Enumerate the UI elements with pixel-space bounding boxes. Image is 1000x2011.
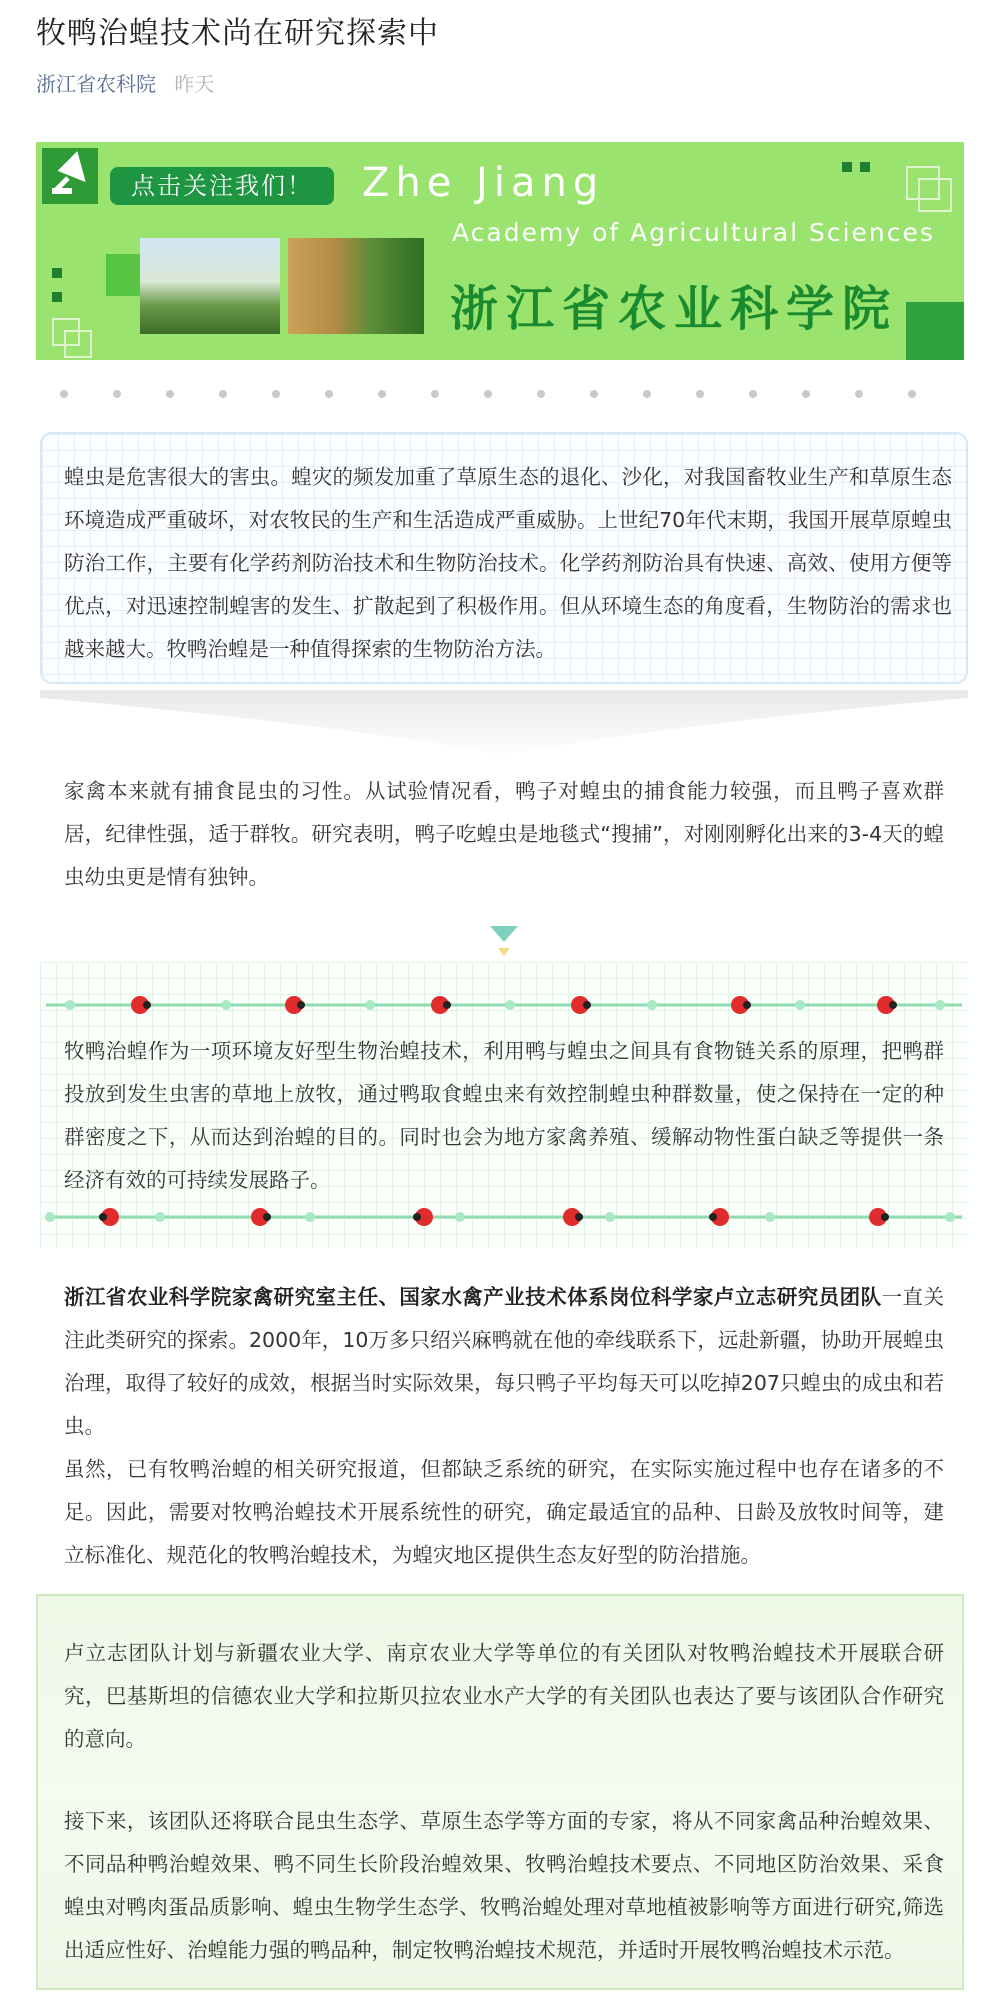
banner-image[interactable]	[36, 142, 964, 360]
decor-outline	[918, 178, 952, 212]
publish-date: 昨天	[174, 72, 215, 96]
field-photo-1	[140, 238, 280, 334]
banner-en-title: Zhe Jiang	[362, 160, 605, 206]
paragraph-intro: 蝗虫是危害很大的害虫。蝗灾的频发加重了草原生态的退化、沙化，对我国畜牧业生产和草原生态环境造成严重破坏，对农牧民的生产和生活造成严重威胁。上世纪70年代末期，我国开展草原蝗虫防治工作，主要有化学药剂防治技术和生物防治技术。化学药剂防治具有快速、高效、使用方便等优点，对迅速控制蝗害的发生、扩散起到了积极作用。但从环境生态的角度看，生物防治的需求也越来越大。牧鸭治蝗是一种值得探索的生物防治方法。	[64, 465, 952, 661]
ladybug-divider-bottom	[40, 1202, 968, 1232]
paragraph-next-steps: 接下来，该团队还将联合昆虫生态学、草原生态学等方面的专家，将从不同家禽品种治蝗效果、不同品种鸭治蝗效果、鸭不同生长阶段治蝗效果、牧鸭治蝗技术要点、不同地区防治效果、采食蝗虫对鸭肉蛋品质影响、蝗虫生物学生态学、牧鸭治蝗处理对草地植被影响等方面进行研究,筛选出适应性好、治蝗能力强的鸭品种，制定牧鸭治蝗技术规范，并适时开展牧鸭治蝗技术示范。	[64, 1809, 944, 1962]
curve-divider	[40, 690, 968, 760]
paragraph-team	[64, 1276, 944, 1448]
triangle-marker-small	[498, 948, 510, 956]
article-meta	[36, 68, 214, 97]
dot-divider	[60, 390, 920, 400]
decor-square	[906, 302, 964, 360]
article-title: 牧鸭治蝗技术尚在研究探索中	[36, 16, 439, 51]
paragraph-technique: 牧鸭治蝗作为一项环境友好型生物治蝗技术，利用鸭与蝗虫之间具有食物链关系的原理，把鸭群投放到发生虫害的草地上放牧，通过鸭取食蝗虫来有效控制蝗虫种群数量，使之保持在一定的种群密度之下，从而达到治蝗的目的。同时也会为地方家禽养殖、缓解动物性蛋白缺乏等提供一条经济有效的可持续发展路子。	[64, 1039, 944, 1192]
banner-en-subtitle: Academy of Agricultural Sciences	[452, 218, 935, 247]
field-photo-2	[288, 238, 424, 334]
banner-org-name: 浙江省农业科学院	[450, 281, 899, 337]
decor-dot	[842, 162, 852, 172]
arrow-up-icon	[42, 148, 98, 204]
ladybug-divider-top	[40, 990, 968, 1020]
source-link[interactable]: 浙江省农科院	[36, 72, 156, 96]
decor-dot	[52, 292, 62, 302]
team-name-bold: 浙江省农业科学院家禽研究室主任、国家水禽产业技术体系岗位科学家卢立志研究员团队	[64, 1285, 882, 1309]
decor-outline	[64, 330, 92, 358]
team-text: 一直关注此类研究的探索。2000年，10万多只绍兴麻鸭就在他的牵线联系下，远赴新疆，协助开展蝗虫治理，取得了较好的成效，根据当时实际效果，每只鸭子平均每天可以吃掉207只蝗虫的成虫和若虫。	[64, 1285, 945, 1438]
decor-dot	[52, 268, 62, 278]
decor-dot	[860, 162, 870, 172]
triangle-marker	[490, 926, 518, 942]
paragraph-shortcomings: 虽然，已有牧鸭治蝗的相关研究报道，但都缺乏系统的研究，在实际实施过程中也存在诸多的不足。因此，需要对牧鸭治蝗技术开展系统性的研究，确定最适宜的品种、日龄及放牧时间等，建立标准化、规范化的牧鸭治蝗技术，为蝗灾地区提供生态友好型的防治措施。	[64, 1457, 944, 1567]
paragraph-cooperation: 卢立志团队计划与新疆农业大学、南京农业大学等单位的有关团队对牧鸭治蝗技术开展联合研究，巴基斯坦的信德农业大学和拉斯贝拉农业水产大学的有关团队也表达了要与该团队合作研究的意向。	[64, 1641, 944, 1751]
follow-button[interactable]: 点击关注我们！	[110, 167, 334, 205]
paragraph-habit: 家禽本来就有捕食昆虫的习性。从试验情况看，鸭子对蝗虫的捕食能力较强，而且鸭子喜欢群居，纪律性强，适于群牧。研究表明，鸭子吃蝗虫是地毯式“搜捕”，对刚刚孵化出来的3-4天的蝗虫幼虫更是情有独钟。	[64, 779, 944, 889]
